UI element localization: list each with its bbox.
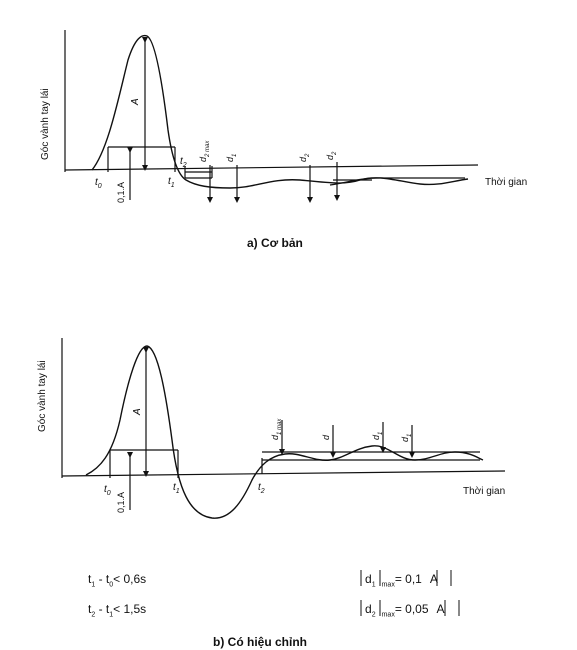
formula-d2max: $d_2$ $_{max}$= 0,05 A [365,602,445,619]
a-A-label: A [130,98,141,105]
b-d1b-label: $d_1$ [400,433,413,442]
b-d1max-label: $d_{1 max}$ [270,418,283,440]
b-d-label: d [321,434,331,440]
a-d2-label: $d_2$ [298,153,311,162]
b-t2-label: $t_2$ [258,482,265,495]
a-t1-label: $t_1$ [168,176,175,189]
a-response-curve [92,36,468,188]
caption-b: b) Có hiệu chỉnh [213,635,307,649]
b-t0-label: $t_0$ [104,484,111,497]
b-x-axis [62,471,505,476]
b-tenth-a-label: 0,1.A [116,491,126,513]
b-x-label: Thời gian [463,486,506,497]
formula-t2-t1: $t_2 - t_1< 1,5s$ [88,602,147,619]
a-overlay-curve [330,178,465,185]
a-x-axis [65,165,478,170]
b-t1-label: $t_1$ [173,482,180,495]
a-t0-label: $t_0$ [95,177,102,190]
a-d2b-label: $d_2$ [325,151,338,160]
b-d1-label: $d_1$ [371,431,384,440]
a-y-label: Góc vành tay lái [40,88,51,160]
b-y-label: Góc vành tay lái [37,360,48,432]
caption-a: a) Cơ bản [247,236,303,250]
b-A-label: A [132,408,143,415]
a-d2max-label: $d_{2 max}$ [198,140,211,162]
a-x-label: Thời gian [485,177,528,188]
formula-t1-t0: $t_1 - t_0< 0,6s$ [88,572,147,589]
a-tenth-a-label: 0,1.A [116,181,126,203]
diagram-a [65,30,478,200]
formula-d1max: $d_1$ $_{max}$= 0,1 A [365,572,438,589]
diagram-b [62,338,505,518]
a-d1-label: $d_1$ [225,153,238,162]
a-t2-label: $t_2$ [180,156,187,169]
